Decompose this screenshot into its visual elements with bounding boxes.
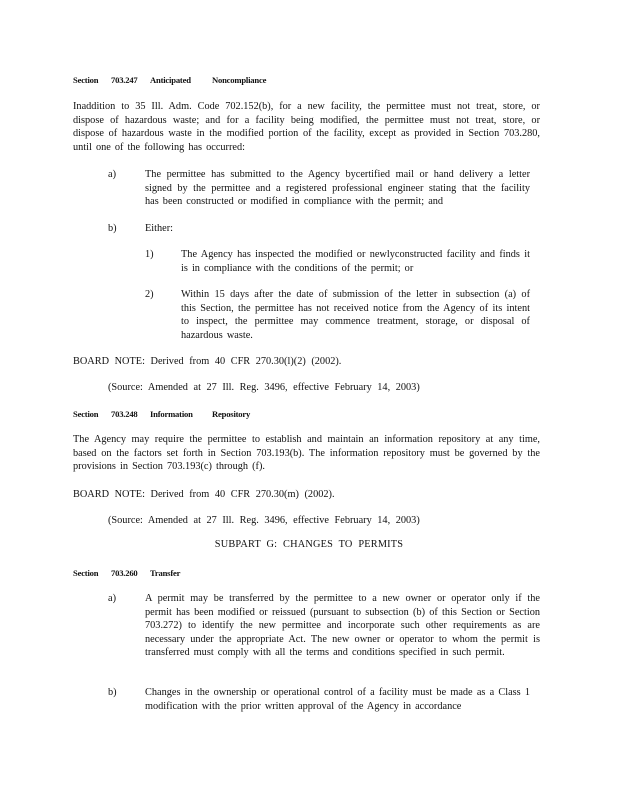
section-703-247-intro: Inaddition to 35 Ill. Adm. Code 702.152(b), for a new facility, the permittee must not treat, store, or dispose of hazardous waste; and for a facility being modified, the permittee must not treat, store, or dispose of hazardous waste in the modified portion of the facility, except as provided in Section 703.280, until one of the following has occurred: bbox=[73, 101, 540, 153]
item-text-a: The permittee has submitted to the Agency bycertified mail or hand delivery a letter signed by the permittee and a registered professional engineer stating that the facility has been constructed or modified in compliance with the permit; and bbox=[145, 169, 530, 208]
source-note-703-248: (Source: Amended at 27 Ill. Reg. 3496, effective February 14, 2003) bbox=[108, 515, 420, 526]
section-heading-703-248 bbox=[73, 409, 250, 419]
item-label-b: b) bbox=[108, 223, 117, 234]
section-heading-703-247 bbox=[73, 75, 266, 85]
board-note-703-247: BOARD NOTE: Derived from 40 CFR 270.30(l)(2) (2002). bbox=[73, 356, 342, 367]
section-title-word-1: Information bbox=[150, 409, 193, 419]
item-text-b: Changes in the ownership or operational control of a facility must be made as a Class 1 modification with the prior written approval of the Agency in accordance bbox=[145, 687, 530, 712]
item-text-b: Either: bbox=[145, 223, 174, 234]
section-heading-703-260 bbox=[73, 568, 180, 578]
source-note-703-247: (Source: Amended at 27 Ill. Reg. 3496, effective February 14, 2003) bbox=[108, 382, 420, 393]
subitem-label-1: 1) bbox=[145, 249, 154, 260]
subpart-heading: SUBPART G: CHANGES TO PERMITS bbox=[214, 539, 404, 550]
section-title-word-1: Transfer bbox=[150, 568, 181, 578]
section-number: 703.248 bbox=[111, 409, 138, 419]
item-text-a: A permit may be transferred by the permittee to a new owner or operator only if the permit has been modified or reissued (pursuant to subsection (b) of this Section or Section 703.272) to identify the new permittee and incorporate such other requirements as are necessary under the appropriate Act. The new owner or operator to whom the permit is transferred must comply with all the terms and conditions specified in such permit. bbox=[145, 593, 540, 659]
item-label-a: a) bbox=[108, 169, 116, 180]
item-label-a: a) bbox=[108, 593, 116, 604]
item-label-b: b) bbox=[108, 687, 117, 698]
section-word: Section bbox=[73, 409, 99, 419]
subitem-text-1: The Agency has inspected the modified or newlyconstructed facility and finds it is in compliance with the conditions of the permit; or bbox=[181, 249, 530, 274]
section-word: Section bbox=[73, 75, 99, 85]
subitem-text-2: Within 15 days after the date of submission of the letter in subsection (a) of this Section, the permittee has not received notice from the Agency of its intent to inspect, the permittee may commence treatment, storage, or disposal of hazardous waste. bbox=[181, 289, 530, 341]
section-word: Section bbox=[73, 568, 99, 578]
section-title-word-2: Repository bbox=[212, 409, 251, 419]
board-note-703-248: BOARD NOTE: Derived from 40 CFR 270.30(m) (2002). bbox=[73, 489, 335, 500]
section-703-248-text: The Agency may require the permittee to establish and maintain an information repository at any time, based on the factors set forth in Section 703.193(b). The information repository must be governed by the provisions in Section 703.193(c) through (f). bbox=[73, 434, 540, 473]
section-title-word-2: Noncompliance bbox=[212, 75, 267, 85]
section-title-word-1: Anticipated bbox=[150, 75, 191, 85]
section-number: 703.247 bbox=[111, 75, 138, 85]
subitem-label-2: 2) bbox=[145, 289, 154, 300]
section-number: 703.260 bbox=[111, 568, 138, 578]
